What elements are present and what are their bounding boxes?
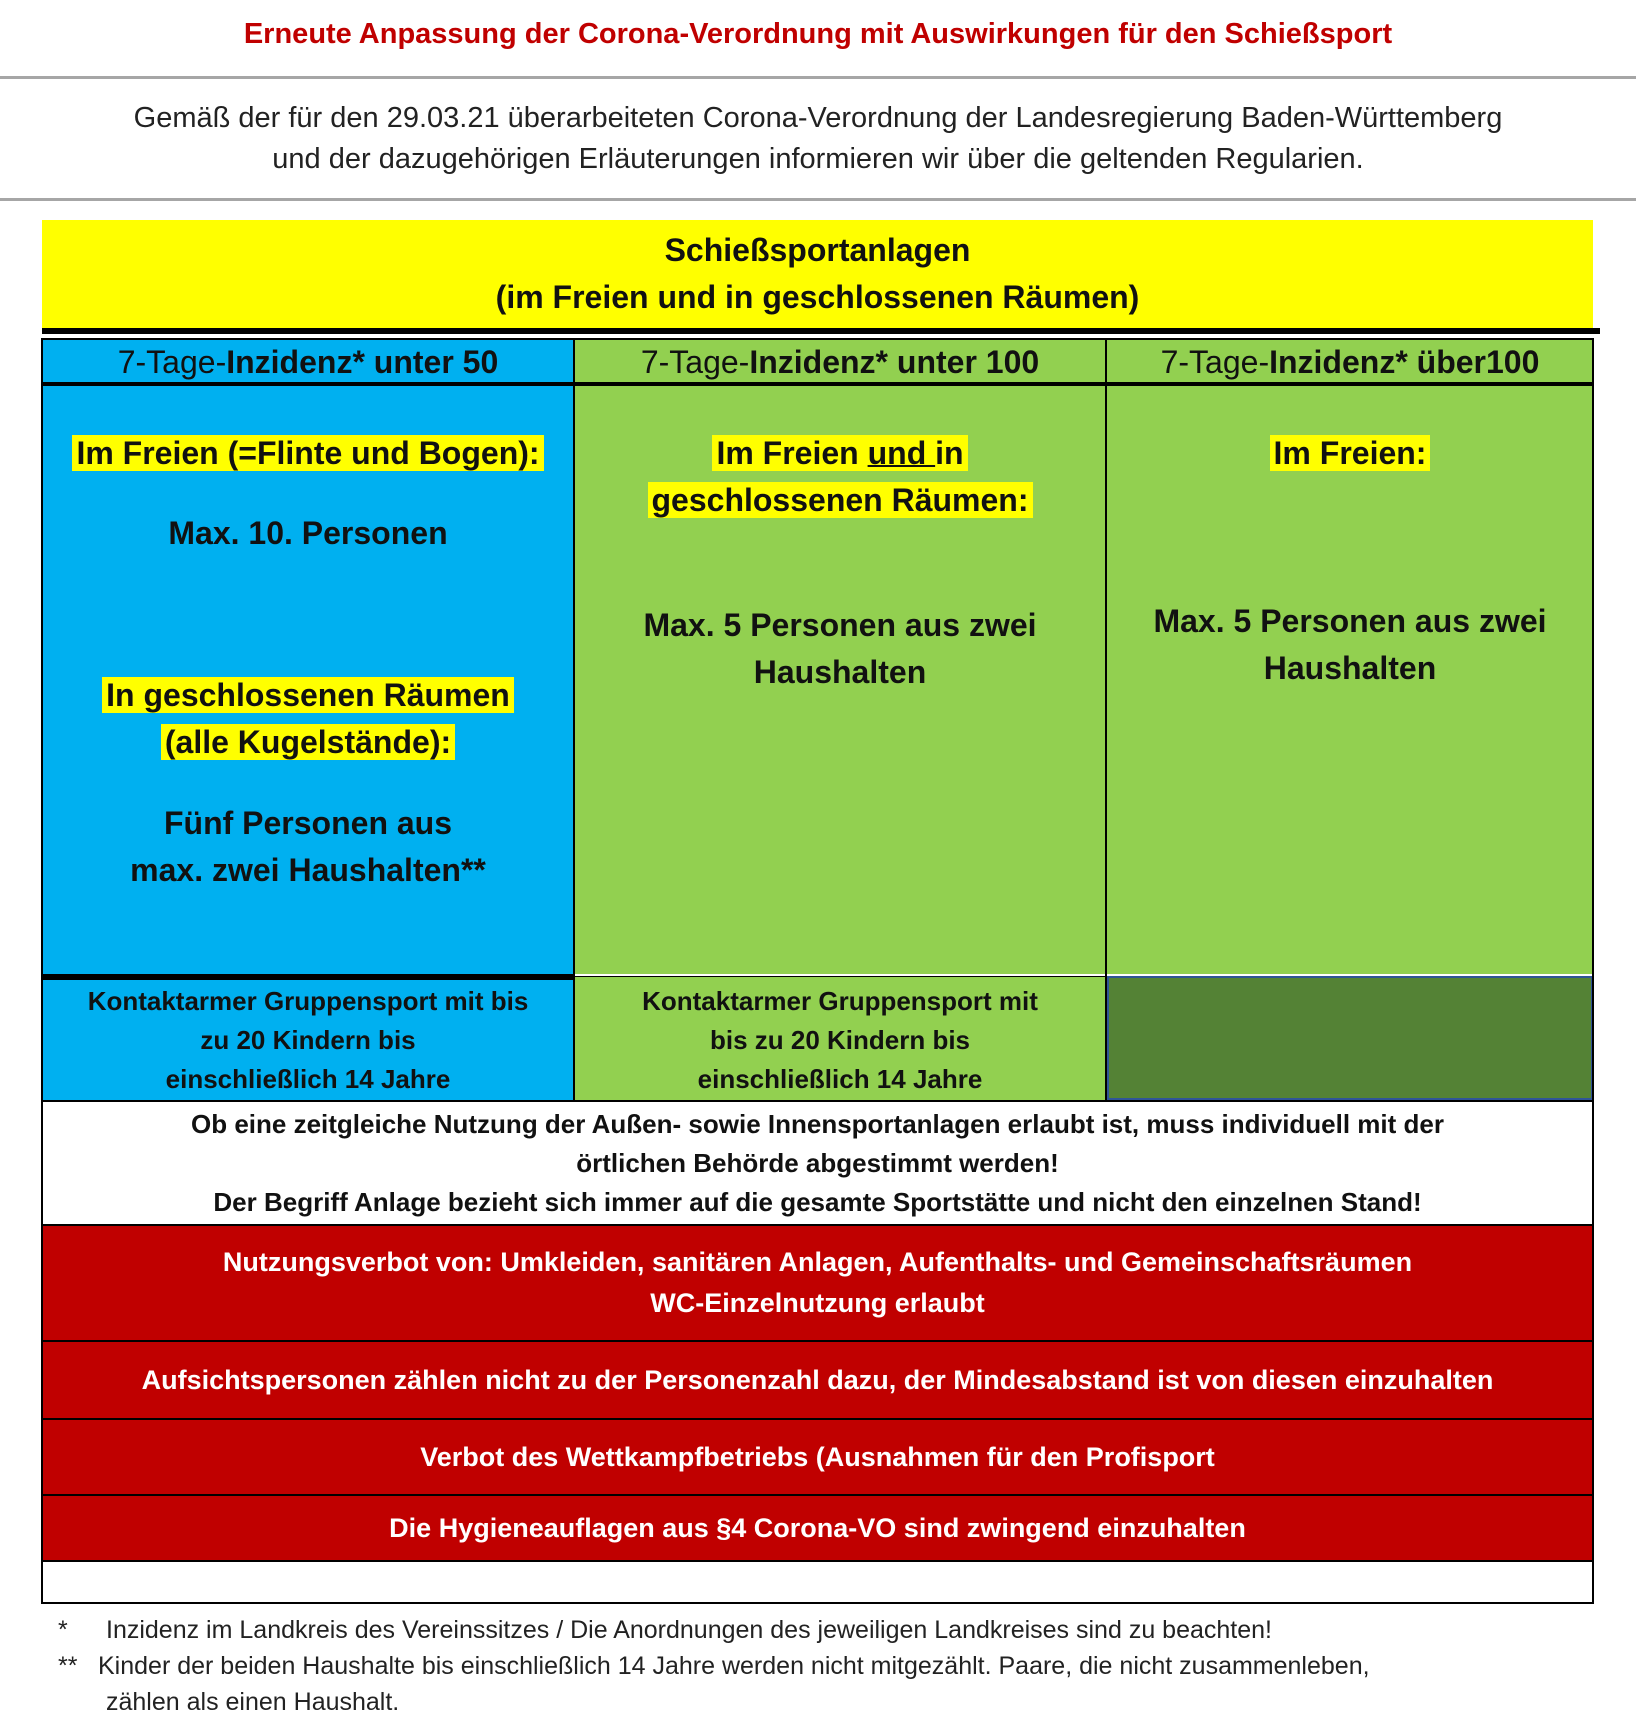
notes-line-1: Ob eine zeitgleiche Nutzung der Außen- sowie Innensportanlagen erlaubt ist, muss individuell mit der xyxy=(191,1108,1444,1139)
cell-under-100 xyxy=(575,386,1105,974)
divider xyxy=(42,328,1600,334)
empty-cell-over-100 xyxy=(1107,976,1593,1100)
column-header-over-100 xyxy=(1107,338,1593,386)
intro-line-2: und der dazugehörigen Erläuterungen informieren wir über die geltenden Regularien. xyxy=(272,143,1364,175)
label-line-2: geschlossenen Räumen: xyxy=(648,482,1033,518)
red-row-text: Verbot des Wettkampfbetriebs (Ausnahmen für den Profisport xyxy=(420,1441,1215,1472)
intro-line-1: Gemäß der für den 29.03.21 überarbeiteten Corona-Verordnung der Landesregierung Baden-Württemberg xyxy=(133,102,1503,134)
column-header-label: Inzidenz* über100 xyxy=(1269,344,1540,380)
cell-under-50 xyxy=(43,386,573,974)
indoor-label-line-1: In geschlossenen Räumen xyxy=(102,677,514,713)
column-header-under-100 xyxy=(575,338,1105,386)
red-row-line-1: Nutzungsverbot von: Umkleiden, sanitären Anlagen, Aufenthalts- und Gemeinschaftsräumen xyxy=(222,1247,1413,1277)
column-header-label: Inzidenz* unter 100 xyxy=(749,344,1040,380)
column-header-prefix: 7-Tage- xyxy=(1160,344,1270,380)
red-row-competition-ban xyxy=(42,1420,1593,1496)
label-part: in xyxy=(935,435,964,471)
footnote-mark: ** xyxy=(58,1652,78,1680)
column-header-label: Inzidenz* unter 50 xyxy=(226,344,499,380)
footnote-text: Inzidenz im Landkreis des Vereinssitzes / Die Anordnungen des jeweiligen Landkreises sind zu beachten! xyxy=(106,1616,1272,1644)
page-title: Erneute Anpassung der Corona-Verordnung mit Auswirkungen für den Schießsport xyxy=(243,18,1393,50)
indoor-label-line-2: (alle Kugelstände): xyxy=(161,724,455,760)
value-line-2: Haushalten xyxy=(1263,650,1437,686)
footnote-text-line-1: Kinder der beiden Haushalte bis einschließlich 14 Jahre werden nicht mitgezählt. Paare, die nicht zusammenleben, xyxy=(98,1652,1370,1680)
table-header-line-1: Schießsportanlagen xyxy=(664,232,971,268)
column-header-prefix: 7-Tage- xyxy=(640,344,750,380)
red-row-ban-rooms xyxy=(42,1224,1593,1342)
label-part: Im Freien xyxy=(716,435,868,471)
indoor-value-line-1: Fünf Personen aus xyxy=(163,805,453,841)
footnote-text-line-2: zählen als einen Haushalt. xyxy=(106,1688,400,1716)
divider xyxy=(0,76,1636,79)
footnote-text xyxy=(98,1648,1370,1720)
kids-line-1: Kontaktarmer Gruppensport mit xyxy=(642,986,1038,1016)
value-line-1: Max. 5 Personen aus zwei xyxy=(1153,603,1547,639)
outdoor-value: Max. 10. Personen xyxy=(168,515,448,551)
red-row-supervisors xyxy=(42,1342,1593,1420)
divider xyxy=(0,198,1636,201)
kids-cell-under-100 xyxy=(575,976,1105,1100)
notes-line-2: örtlichen Behörde abgestimmt werden! xyxy=(576,1147,1059,1178)
table-header-line-2: (im Freien und in geschlossenen Räumen) xyxy=(495,279,1140,315)
intro-text xyxy=(40,98,1596,180)
value-line-1: Max. 5 Personen aus zwei xyxy=(643,607,1037,643)
column-header-under-50 xyxy=(43,338,573,386)
red-row-text: Die Hygieneauflagen aus §4 Corona-VO sind zwingend einzuhalten xyxy=(389,1512,1246,1543)
label-und: und xyxy=(867,435,936,471)
outdoor-label: Im Freien: xyxy=(1270,435,1431,471)
footnote-mark: * xyxy=(58,1616,68,1644)
table-header xyxy=(42,220,1593,328)
kids-line-3: einschließlich 14 Jahre xyxy=(165,1064,451,1094)
kids-line-3: einschließlich 14 Jahre xyxy=(697,1064,983,1094)
notes-line-3: Der Begriff Anlage bezieht sich immer auf die gesamte Sportstätte und nicht den einzelnen Stand! xyxy=(213,1186,1422,1217)
footnotes xyxy=(58,1612,1598,1720)
footnote-2 xyxy=(58,1648,1598,1720)
kids-line-1: Kontaktarmer Gruppensport mit bis xyxy=(87,986,529,1016)
kids-cell-under-50 xyxy=(43,980,573,1100)
column-separator xyxy=(573,338,575,1100)
column-separator xyxy=(1105,338,1107,1100)
cell-over-100 xyxy=(1107,386,1593,974)
kids-line-2: bis zu 20 Kindern bis xyxy=(709,1025,971,1055)
column-header-prefix: 7-Tage- xyxy=(117,344,227,380)
red-row-text: Aufsichtspersonen zählen nicht zu der Personenzahl dazu, der Mindesabstand ist von diesen einzuhalten xyxy=(141,1364,1494,1395)
footnote-1 xyxy=(58,1612,1598,1648)
value-line-2: Haushalten xyxy=(753,654,927,690)
indoor-value-line-2: max. zwei Haushalten** xyxy=(130,852,486,888)
outdoor-label: Im Freien (=Flinte und Bogen): xyxy=(72,435,543,471)
red-row-hygiene xyxy=(42,1496,1593,1562)
kids-line-2: zu 20 Kindern bis xyxy=(200,1025,416,1055)
red-row-line-2: WC-Einzelnutzung erlaubt xyxy=(650,1288,985,1318)
notes-box xyxy=(42,1100,1593,1224)
